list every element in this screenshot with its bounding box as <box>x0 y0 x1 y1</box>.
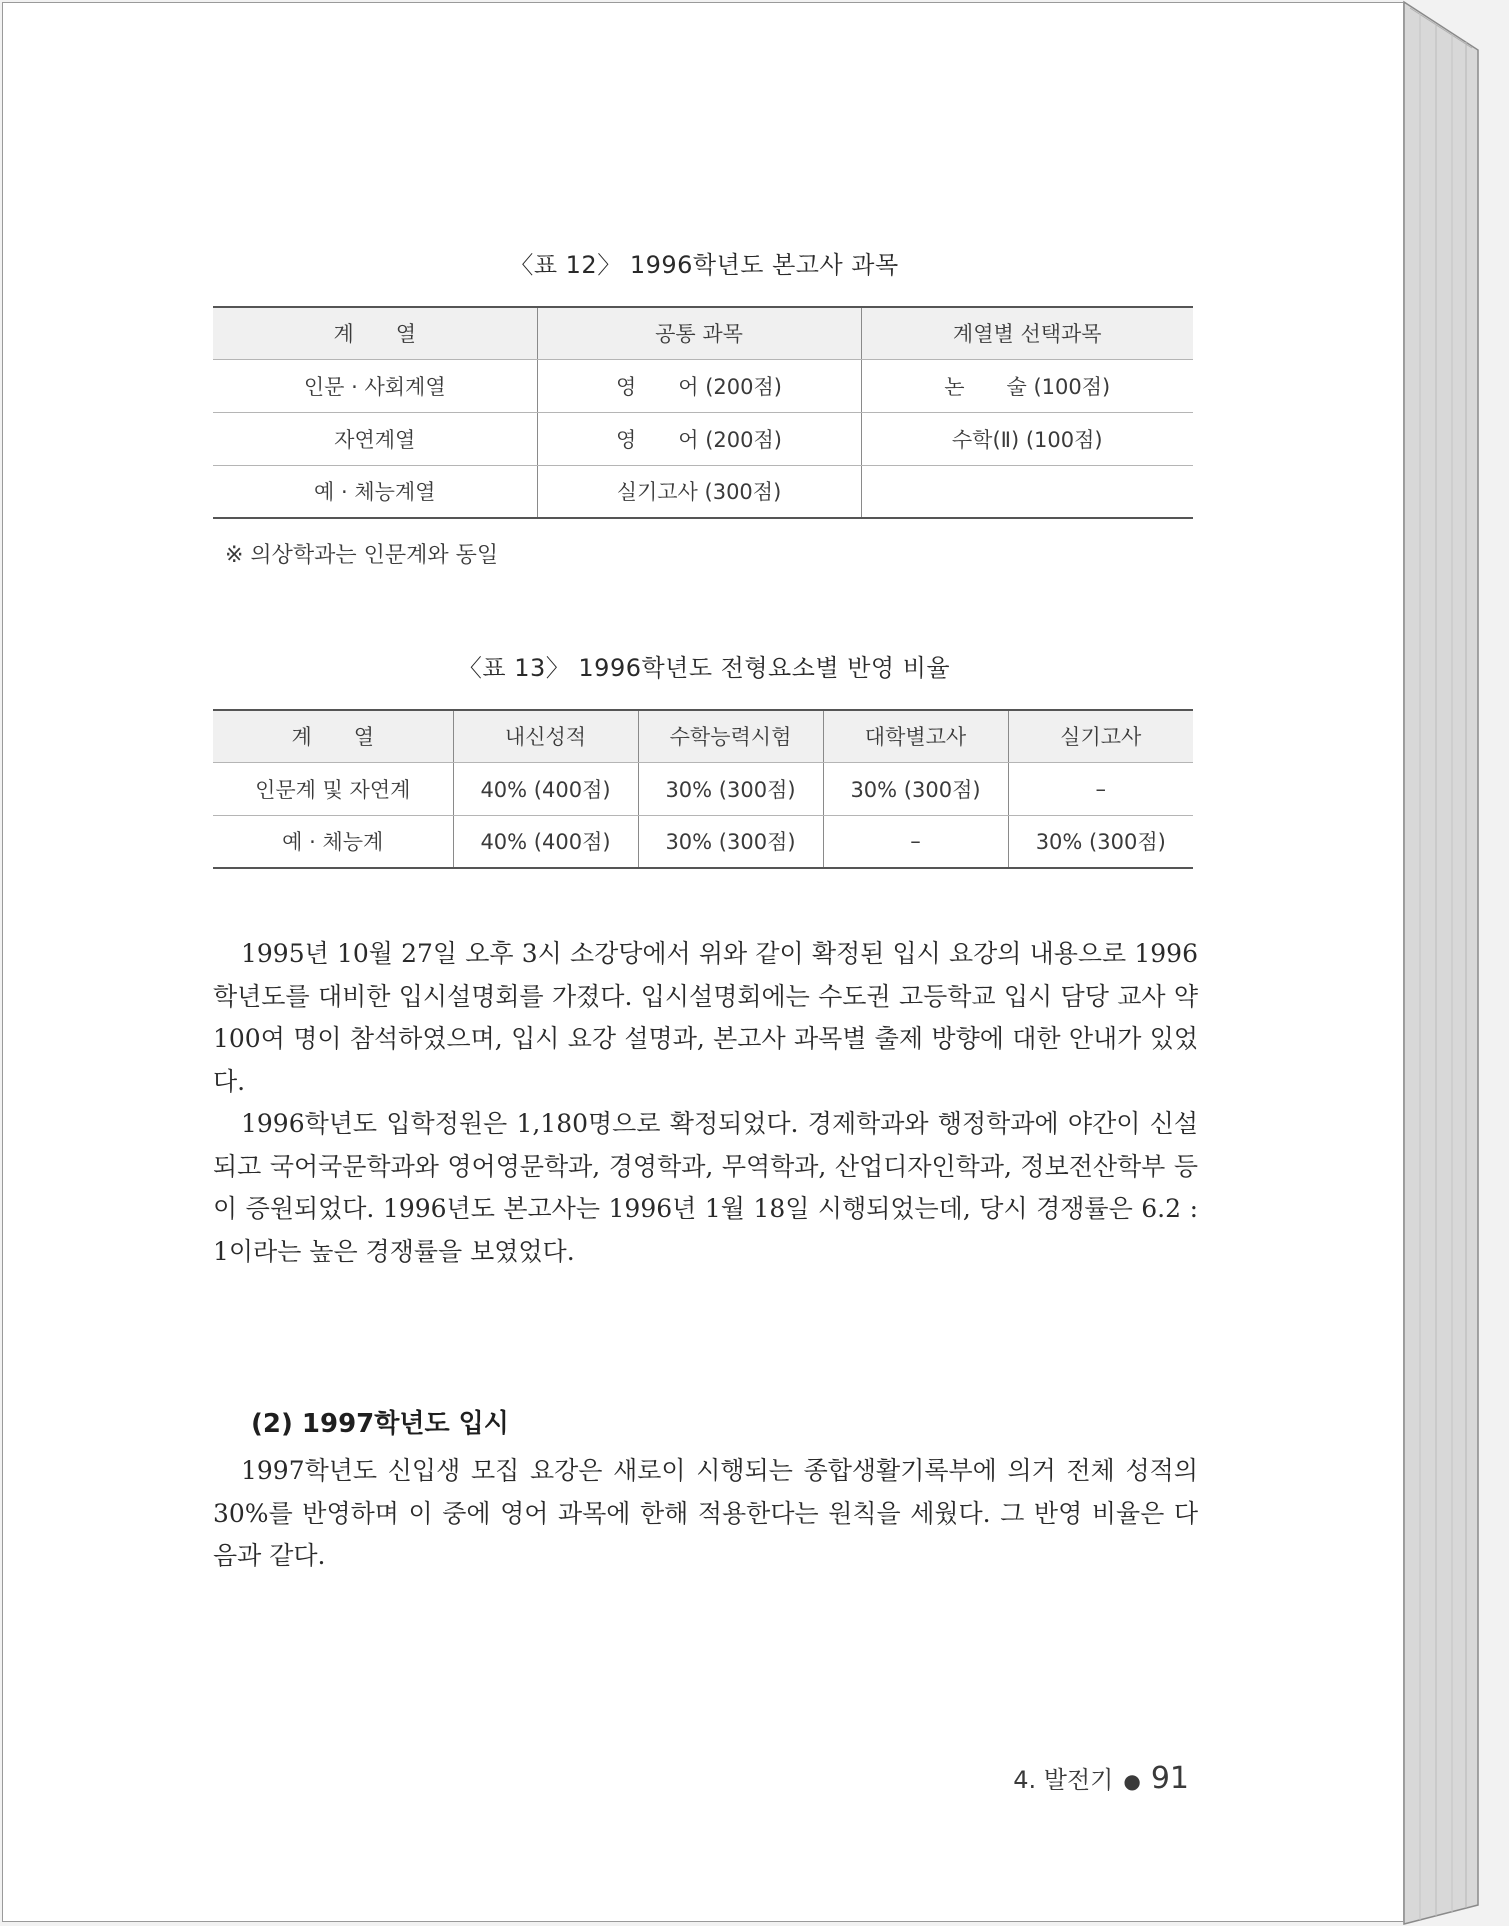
table-cell: 인문계 및 자연계 <box>213 762 453 815</box>
table-cell: 논 술 (100점) <box>861 359 1193 412</box>
body-text-block <box>213 933 1198 1273</box>
table-header-row <box>213 710 1193 762</box>
chapter-label: 4. 발전기 <box>1013 1766 1114 1794</box>
table-cell: 인문 · 사회계열 <box>213 359 537 412</box>
body-paragraph: 1997학년도 신입생 모집 요강은 새로이 시행되는 종합생활기록부에 의거 전체 성적의 30%를 반영하며 이 중에 영어 과목에 한해 적용한다는 원칙을 세웠다. 그 반영 비율은 다음과 같다. <box>213 1456 1198 1570</box>
page-footer <box>1013 1760 1189 1796</box>
table-cell: 30% (300점) <box>1008 815 1193 868</box>
table-cell: 30% (300점) <box>638 815 823 868</box>
body-paragraph: 1996학년도 입학정원은 1,180명으로 확정되었다. 경제학과와 행정학과에 야간이 신설되고 국어국문학과와 영어영문학과, 경영학과, 무역학과, 산업디자인학과, 정보전산학부 등이 증원되었다. 1996년도 본고사는 1996년 1월 18일 시행되었는데, 당시 경쟁률은 6.2 : 1이라는 높은 경쟁률을 보였었다. <box>213 1109 1198 1266</box>
header-cell: 수학능력시험 <box>638 710 823 762</box>
table-cell <box>861 465 1193 518</box>
book-page <box>2 2 1404 1922</box>
header-cell: 계 열 <box>213 307 537 359</box>
table13-caption: 〈표 13〉 1996학년도 전형요소별 반영 비율 <box>457 654 951 682</box>
table-cell: 수학(Ⅱ) (100점) <box>861 412 1193 465</box>
bullet-separator: ● <box>1123 1769 1141 1793</box>
section-heading: (2) 1997학년도 입시 <box>251 1409 509 1439</box>
table-1996-selection-ratio <box>213 709 1193 869</box>
table-cell: 영 어 (200점) <box>537 412 861 465</box>
header-cell: 실기고사 <box>1008 710 1193 762</box>
table-cell: 30% (300점) <box>823 762 1008 815</box>
table-cell: – <box>823 815 1008 868</box>
table-row <box>213 762 1193 815</box>
table-row <box>213 412 1193 465</box>
table-header-row <box>213 307 1193 359</box>
header-cell: 대학별고사 <box>823 710 1008 762</box>
table-row <box>213 815 1193 868</box>
table-cell: 30% (300점) <box>638 762 823 815</box>
table-cell: 예 · 체능계 <box>282 830 384 855</box>
table-cell: 영 어 (200점) <box>537 359 861 412</box>
table-1996-exam-subjects <box>213 306 1193 519</box>
page-number: 91 <box>1150 1761 1189 1796</box>
table-cell: – <box>1008 762 1193 815</box>
table-cell: 실기고사 (300점) <box>537 465 861 518</box>
table12-note: ※ 의상학과는 인문계와 동일 <box>225 543 499 568</box>
header-cell: 계 열 <box>213 710 453 762</box>
table-row <box>213 465 1193 518</box>
table-cell: 40% (400점) <box>453 815 638 868</box>
header-cell: 공통 과목 <box>537 307 861 359</box>
header-cell: 내신성적 <box>453 710 638 762</box>
header-cell: 계열별 선택과목 <box>861 307 1193 359</box>
table12-caption: 〈표 12〉 1996학년도 본고사 과목 <box>509 251 899 279</box>
table-cell: 예 · 체능계열 <box>314 480 436 505</box>
table-row <box>213 359 1193 412</box>
body-paragraph: 1995년 10월 27일 오후 3시 소강당에서 위와 같이 확정된 입시 요강의 내용으로 1996학년도를 대비한 입시설명회를 가졌다. 입시설명회에는 수도권 고등학교 입시 담당 교사 약 100여 명이 참석하였으며, 입시 요강 설명과, 본고사 과목별 출제 방향에 대한 안내가 있었다. <box>213 939 1198 1096</box>
table-cell: 자연계열 <box>213 412 537 465</box>
table-cell: 40% (400점) <box>453 762 638 815</box>
section-text-block <box>213 1450 1198 1578</box>
